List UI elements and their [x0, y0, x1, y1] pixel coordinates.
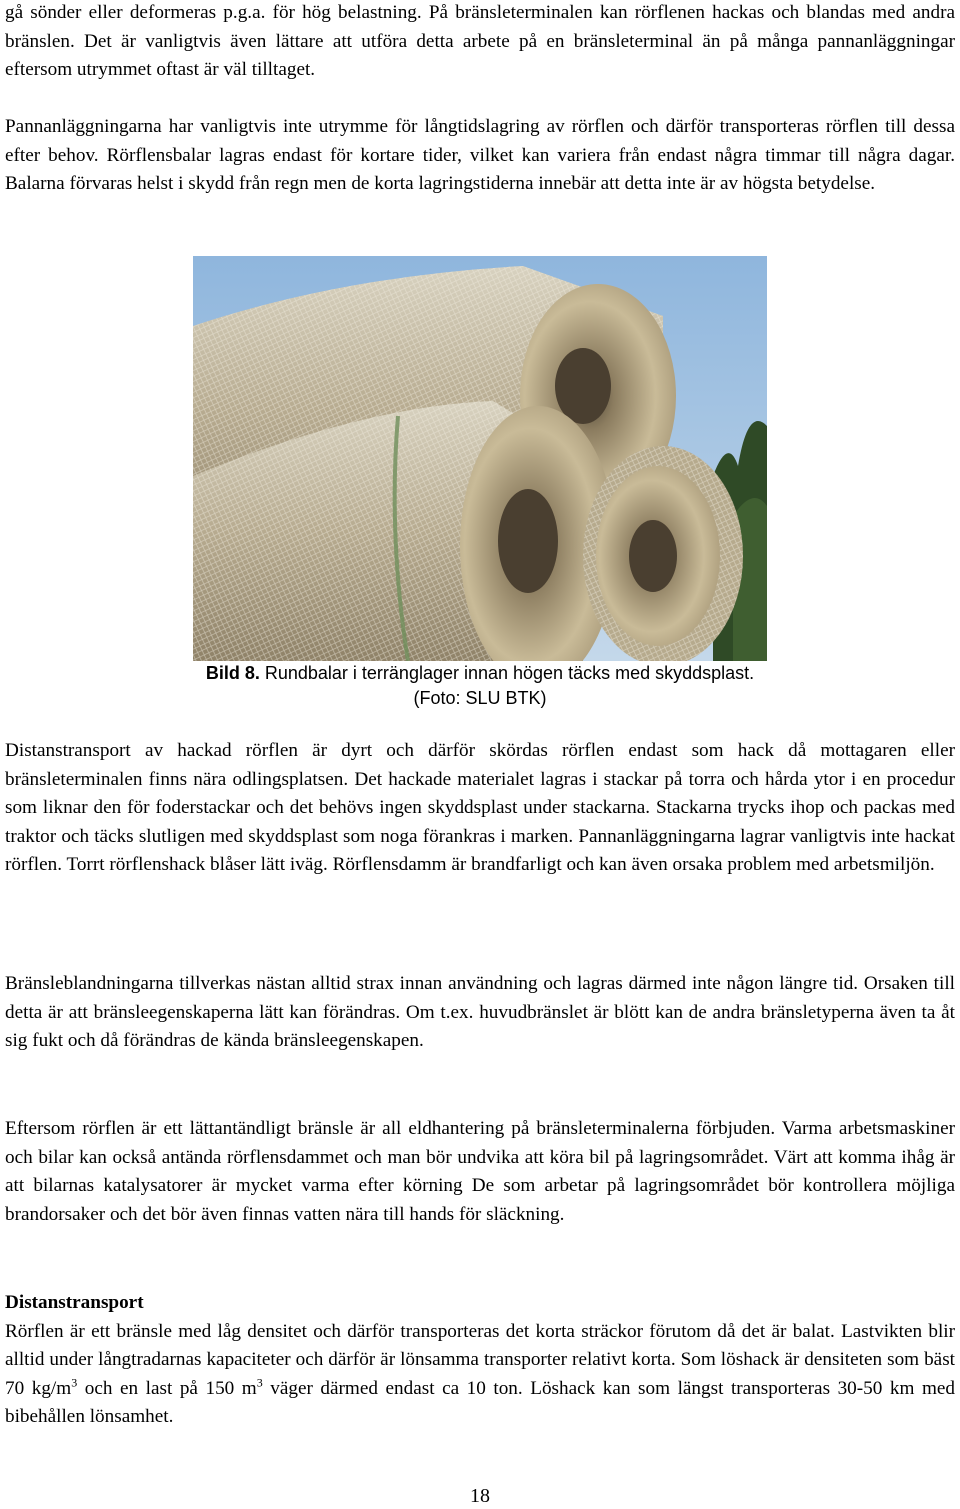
paragraph-3: Distanstransport av hackad rörflen är dyrt och därför skördas rörflen endast som hack då mottagaren eller bränsleterminalen finns nära odlingsplatsen. Det hackade materialet lagras i stackar på torra och hårda ytor i en procedur som liknar den för foderstackar och det behövs ingen skyddsplast under stackarna. Stackarna trycks ihop och packas med traktor och täcks slutligen med skyddsplast som noga förankras i marken. Pannanläggningarna lagrar vanligtvis inte hackat rörflen. Torrt rörflenshack blåser lätt iväg. Rörflensdamm är brandfarligt och kan även orsaka problem med arbetsmiljön.: [5, 740, 955, 876]
figure-caption: [0, 662, 960, 684]
figure-credit-line: [0, 687, 960, 709]
figure-caption-text: Rundbalar i terränglager innan högen täcks med skyddsplast.: [264, 663, 755, 683]
paragraph-4: Bränsleblandningarna tillverkas nästan alltid strax innan användning och lagras därmed inte någon längre tid. Orsaken till detta är att bränsleegenskaperna lätt kan förändras. Om t.ex. huvudbränslet är blött kan de andra bränsletyperna även ta åt sig fukt och då förändras de kända bränsleegenskapen.: [5, 973, 955, 1052]
superscript-1: 3: [71, 1375, 78, 1390]
paragraph-2: Pannanläggningarna har vanligtvis inte utrymme för långtidslagring av rörflen och därför transporteras rörflen till dessa efter behov. Rörflensbalar lagras endast för kortare tider, vilket kan variera från endast några timmar till några dagar. Balarna förvaras helst i skydd från regn men de korta lagringstiderna innebär att detta inte är av högsta betydelse.: [5, 116, 955, 195]
figure-credit: (Foto: SLU BTK): [413, 688, 547, 708]
section-heading: Distanstransport: [5, 1292, 144, 1313]
superscript-2: 3: [256, 1375, 263, 1390]
paragraph-1: gå sönder eller deformeras p.g.a. för hög belastning. På bränsleterminalen kan rörflenen hackas och blandas med andra bränslen. Det är vanligtvis även lättare att utföra detta arbete på en bränsleterminal än på många pannanläggningar eftersom utrymmet oftast är väl tilltaget.: [5, 2, 955, 81]
paragraph-5: Eftersom rörflen är ett lättantändligt bränsle är all eldhantering på bränsleterminalerna förbjuden. Varma arbetsmaskiner och bilar kan också antända rörflensdammet och man bör undvika att köra bil på lagringsområdet. Värt att komma ihåg är att bilarnas katalysatorer är mycket varma efter körning De som arbetar på lagringsområdet bör kontrollera möjliga brandorsaker och det bör även finnas vatten nära till hands för släckning.: [5, 1118, 955, 1225]
figure-label: Bild 8.: [205, 663, 260, 683]
section-text-b: och en last på 150 m: [77, 1377, 257, 1399]
page-number: 18: [470, 1485, 490, 1507]
hay-bales-photo: [193, 256, 767, 661]
section-text-a: Rörflen är ett bränsle med låg densitet och därför transporteras det korta sträckor förutom då det är balat. Lastvikten blir alltid under långtradarnas kapaciteter och därför är lönsamma transporter relativt korta. Som löshack är densiteten som bäst 70 kg/m: [5, 1320, 955, 1399]
section-distanstransport: [5, 1289, 955, 1432]
section-text-c: väger därmed endast ca 10 ton. Löshack kan som längst transporteras 30-50 km med bibehållen lönsamhet.: [5, 1377, 955, 1428]
